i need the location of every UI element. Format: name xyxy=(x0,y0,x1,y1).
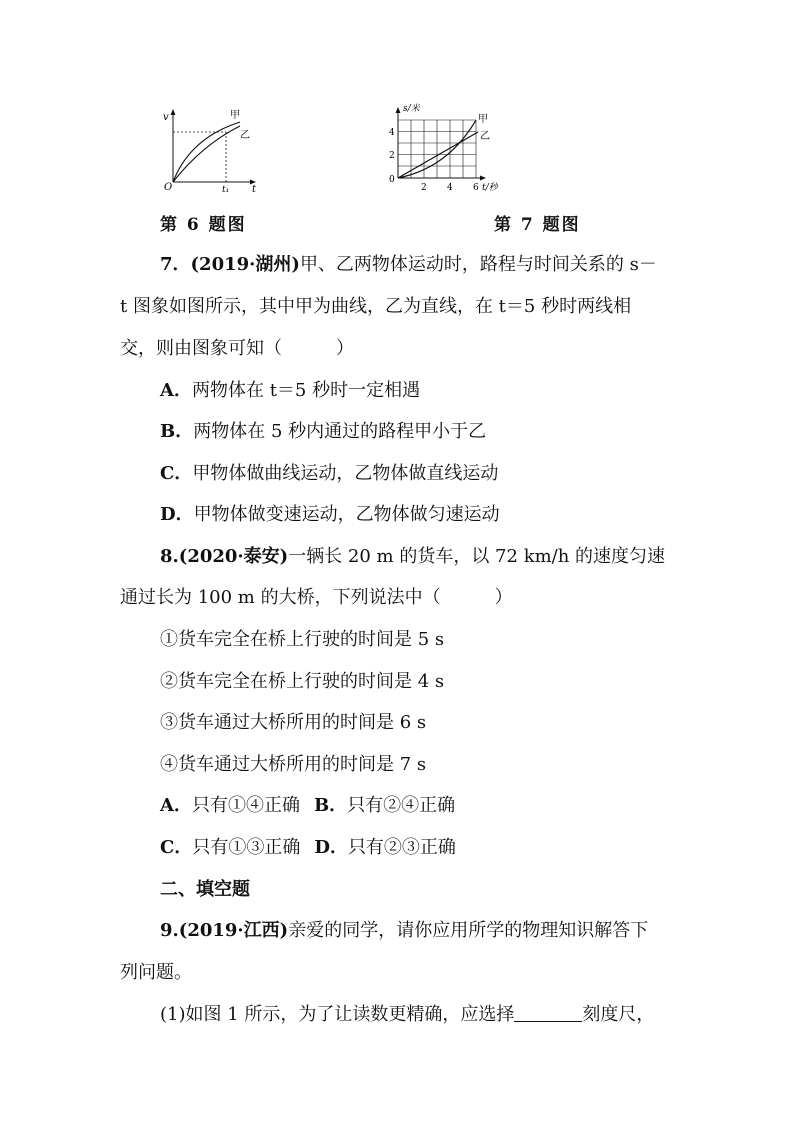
fig7-label-s: s/米 xyxy=(403,104,420,114)
q9-part1-after: 刻度尺， xyxy=(582,1004,655,1025)
figure-6-caption: 第 6 题图 xyxy=(160,215,247,235)
fig6-label-v: v xyxy=(163,112,169,123)
q7-option-c-key: C． xyxy=(160,463,193,484)
q7-option-b xyxy=(160,419,486,445)
q9-stem-line-1 xyxy=(160,918,648,944)
q8-option-d-text: 只有②③正确 xyxy=(347,837,456,858)
figure-7-caption: 第 7 题图 xyxy=(494,215,581,235)
q7-stem-line-3: 交，则由图象可知（ ） xyxy=(120,338,354,359)
fig7-line-yi xyxy=(398,132,478,178)
q8-options-row-1 xyxy=(160,793,455,819)
fig7-ytick-4: 4 xyxy=(389,128,395,138)
q8-option-a-key: A． xyxy=(160,795,192,816)
fig7-s-arrow xyxy=(396,107,401,113)
q9-number: 9. xyxy=(160,920,179,941)
q7-option-b-key: B． xyxy=(160,421,194,442)
fig7-label-origin: 0 xyxy=(389,175,395,185)
fig6-label-t: t xyxy=(252,184,257,192)
fig6-label-yi: 乙 xyxy=(240,130,250,141)
q8-source: (2020·泰安) xyxy=(178,546,289,567)
fig6-curve-yi xyxy=(173,126,240,182)
q7-stem-1: 甲、乙两物体运动时，路程与时间关系的 s－ xyxy=(299,254,657,275)
q7-number: 7． xyxy=(160,254,191,275)
q7-option-d-text: 甲物体做变速运动，乙物体做匀速运动 xyxy=(193,504,500,525)
figure-7-graph xyxy=(383,100,518,196)
q7-stem-line-2: t 图象如图所示，其中甲为曲线，乙为直线，在 t＝5 秒时两线相 xyxy=(120,296,632,317)
fig7-t-arrow xyxy=(480,176,486,181)
q9-stem-line-2: 列问题。 xyxy=(120,962,192,983)
q8-stem-line-2: 通过长为 100 m 的大桥，下列说法中（ ） xyxy=(120,587,513,608)
q8-option-c-key: C． xyxy=(160,837,193,858)
q7-option-a-key: A． xyxy=(160,380,192,401)
q7-option-c xyxy=(160,461,498,487)
q8-statement-1: ①货车完全在桥上行驶的时间是 5 s xyxy=(160,629,445,650)
fig7-xtick-4: 4 xyxy=(447,183,453,193)
q8-number: 8. xyxy=(160,546,179,567)
q8-statement-4: ④货车通过大桥所用的时间是 7 s xyxy=(160,754,427,775)
q7-stem-line-1 xyxy=(160,252,657,278)
fig7-label-yi: 乙 xyxy=(480,131,490,142)
fig6-label-t1: t₁ xyxy=(222,185,230,192)
q8-option-d-key: D． xyxy=(314,837,348,858)
q8-option-c-text: 只有①③正确 xyxy=(192,837,301,858)
figure-6-graph xyxy=(150,100,270,192)
fig6-v-arrow xyxy=(171,109,176,115)
q7-option-d-key: D． xyxy=(160,504,194,525)
q8-option-b-text: 只有②④正确 xyxy=(347,795,456,816)
q7-option-c-text: 甲物体做曲线运动，乙物体做直线运动 xyxy=(192,463,499,484)
fig6-label-origin: O xyxy=(164,182,173,192)
fig7-label-jia: 甲 xyxy=(478,114,488,125)
fig7-ytick-2: 2 xyxy=(389,151,395,161)
q9-source: (2019·江西) xyxy=(178,920,289,941)
q8-stem-1: 一辆长 20 m 的货车，以 72 km/h 的速度匀速 xyxy=(288,546,666,567)
q7-option-a-text: 两物体在 t＝5 秒时一定相遇 xyxy=(191,380,421,401)
fig7-grid xyxy=(398,120,476,178)
q8-statement-3: ③货车通过大桥所用的时间是 6 s xyxy=(160,712,427,733)
fig7-xtick-6: 6 xyxy=(473,183,479,193)
q7-option-b-text: 两物体在 5 秒内通过的路程甲小于乙 xyxy=(193,421,487,442)
q8-option-a-text: 只有①④正确 xyxy=(191,795,300,816)
q9-part1-answer-blank[interactable] xyxy=(514,1003,582,1022)
q8-stem-line-1 xyxy=(160,544,665,570)
q9-part1-line xyxy=(160,1002,654,1028)
q8-statement-2: ②货车完全在桥上行驶的时间是 4 s xyxy=(160,671,445,692)
q7-source: (2019·湖州) xyxy=(190,254,300,275)
q8-options-row-2 xyxy=(160,835,456,861)
fig6-label-jia: 甲 xyxy=(230,110,240,121)
q9-part1-before: (1)如图 1 所示，为了让读数更精确，应选择 xyxy=(160,1004,515,1025)
fig7-label-t: t/秒 xyxy=(482,183,498,193)
q9-stem-1: 亲爱的同学，请你应用所学的物理知识解答下 xyxy=(288,920,649,941)
q7-option-a xyxy=(160,378,420,404)
section-title-fill-in: 二、填空题 xyxy=(160,879,250,900)
q8-option-b-key: B． xyxy=(313,795,348,816)
fig7-xtick-2: 2 xyxy=(421,183,427,193)
q7-option-d xyxy=(160,502,500,528)
